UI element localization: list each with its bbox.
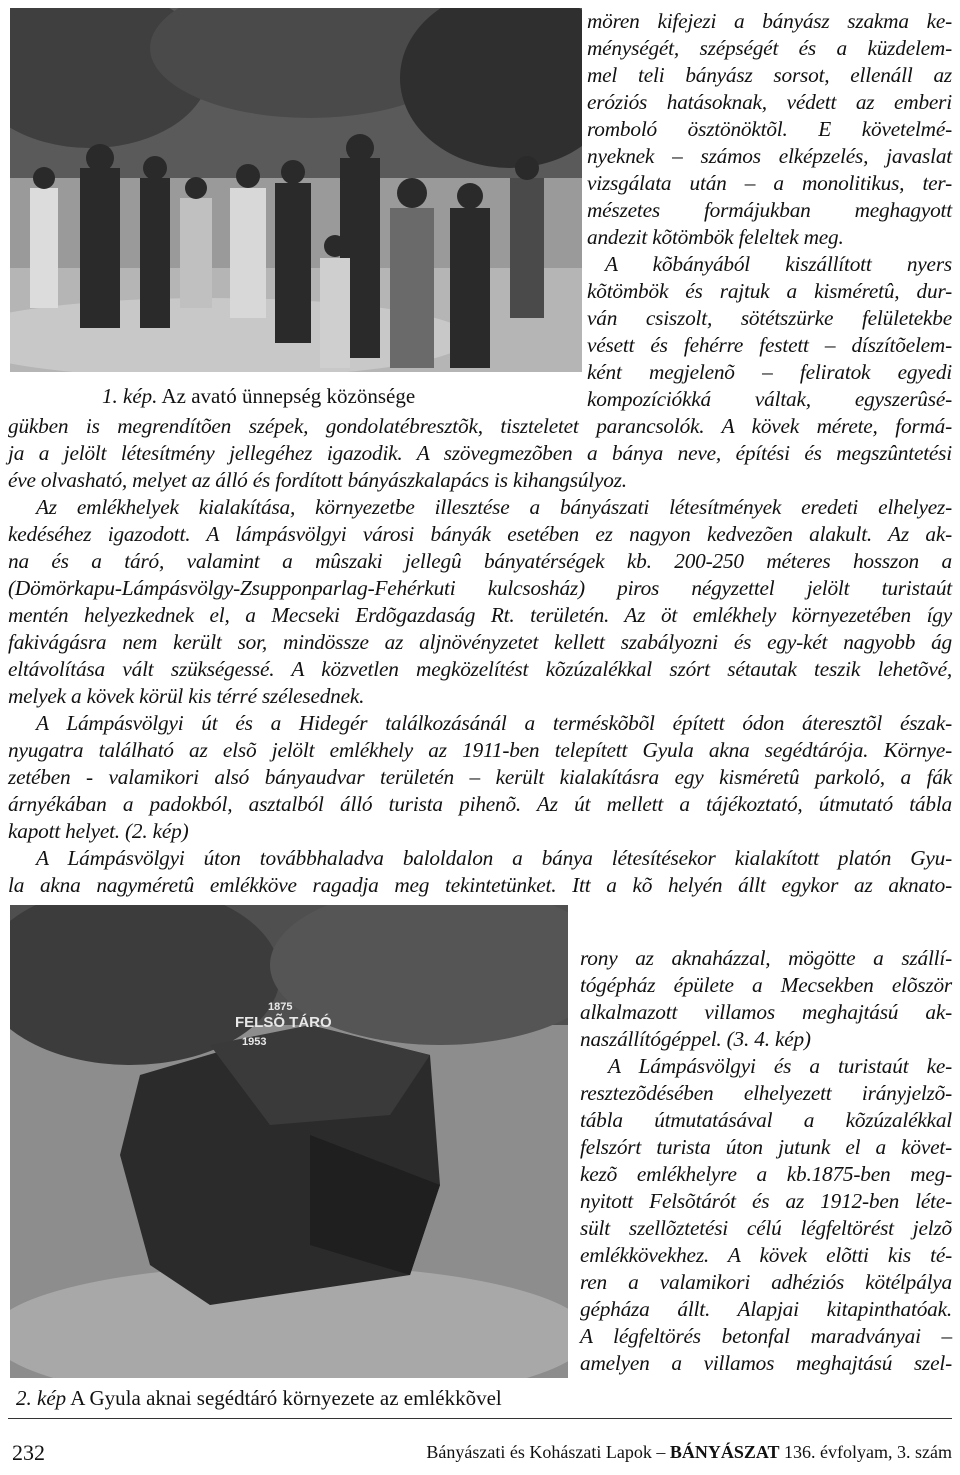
text-line: éve olvasható, melyet az álló és fordított bányászkalapács is kihangsúlyoz. — [8, 468, 627, 492]
text-line: kezõ emlékhelyre a kb.1875-ben meg- — [580, 1162, 952, 1186]
photo2-caption — [16, 1386, 502, 1411]
text-line: romboló ösztönöktõl. E követelmé- — [587, 117, 952, 141]
text-line: (Dömörkapu-Lámpásvölgy-Zsupponparlag-Fehérkuti kulcsosház) piros négyzettel jelölt turistaút — [8, 576, 952, 600]
text-line: ren a valamikori adhéziós kötélpálya — [580, 1270, 952, 1294]
text-line: ként megjelenõ – feliratok egyedi — [587, 360, 952, 384]
text-line: A Lámpásvölgyi úton továbbhaladva baloldalon a bánya létesítésekor kialakított platón Gyu- — [36, 846, 952, 870]
text-line: sült szellõztetési célú légfeltörést jelzõ — [580, 1216, 952, 1240]
text-line: vésett és fehérre festett – díszítõelem- — [587, 333, 952, 357]
stone-inscription: FELSÕ TÁRÓ — [235, 1014, 332, 1031]
text-line: A Lámpásvölgyi és a turistaút ke- — [608, 1054, 952, 1078]
text-line: felszórt turista úton jutunk el a követ- — [580, 1135, 952, 1159]
text-line: naszállítógéppel. (3. 4. kép) — [580, 1027, 811, 1051]
text-line: rony az aknaházzal, mögötte a szállí- — [580, 946, 952, 970]
text-line: zetében - valamikori alsó bányaudvar területén – került kialakításra egy kisméretû parkoló, a fák — [8, 765, 952, 789]
text-line: emlékkövekhez. A kövek elõtti kis té- — [580, 1243, 952, 1267]
text-line: A Lámpásvölgyi út és a Hidegér találkozásánál a terméskõbõl épített ódon áteresztõl észak- — [36, 711, 952, 735]
text-line: na és a táró, valamint a mûszaki jellegû bányatérségek kb. 200-250 méteres hosszon a — [8, 549, 952, 573]
page-number: 232 — [12, 1440, 45, 1465]
text-line: ván csiszolt, sötétszürke felületekbe — [587, 306, 952, 330]
text-line: gépháza állt. Alapjai kitapinthatóak. — [580, 1297, 952, 1321]
stone-year-bottom: 1953 — [242, 1036, 267, 1048]
text-line: mészetes formájukban meghagyott — [587, 198, 952, 222]
text-line: kedéséhez igazodott. A lámpásvölgyi városi bányák esetében ez nagyon kedvezõen alakult. Az ak- — [8, 522, 952, 546]
text-line: fakivágásra nem került sor, mindössze az aljnövényzetet kellett szabályozni és egy-két nagyobb ág — [8, 630, 952, 654]
text-line: mel teli bányász sorsot, ellenáll az — [587, 63, 952, 87]
text-line: Az emlékhelyek kialakítása, környezetbe illesztése a bányászati létesítmények eredeti elhelyez- — [36, 495, 952, 519]
text-line: ja a jelölt létesítmény jellegéhez igazodik. A szövegmezõben a bánya neve, építési és megszûntetési — [8, 441, 952, 465]
caption1-text: Az avató ünnepség közönsége — [157, 384, 416, 408]
text-line: la akna nagyméretû emlékköve ragadja meg tekintetünket. Itt a kõ helyén állt egykor az aknato- — [8, 873, 952, 897]
journal-bold: BÁNYÁSZAT — [669, 1442, 780, 1462]
text-line: árnyékában a padokból, asztalból álló turista pihenõ. Az út mellett a tájékoztató, útmutató tábla — [8, 792, 952, 816]
photo1-caption — [102, 384, 415, 409]
journal-issue: 136. évfolyam, 3. szám — [779, 1442, 952, 1462]
photo-memorial-stone — [10, 905, 568, 1378]
text-line: ménységét, szépségét és a küzdelem- — [587, 36, 952, 60]
photo-ceremony-drawing — [10, 8, 582, 372]
text-line: kompozíciókká váltak, egyszerûsé- — [587, 387, 952, 411]
text-line: alkalmazott villamos meghajtású ak- — [580, 1000, 952, 1024]
text-line: kõtömbök és rajtuk a kisméretû, dur- — [587, 279, 952, 303]
text-line: kapott helyet. (2. kép) — [8, 819, 189, 843]
text-line: andezit kõtömbök feleltek meg. — [587, 225, 844, 249]
text-line: A kõbányából kiszállított nyers — [605, 252, 952, 276]
text-line: nyeknek – számos elképzelés, javaslat — [587, 144, 952, 168]
journal-info — [426, 1442, 952, 1463]
stone-year-top: 1875 — [268, 1001, 293, 1013]
text-line: mentén helyezkednek el, a Mecseki Erdõgazdaság Rt. területén. Az öt emlékhely környezetében így — [8, 603, 952, 627]
text-line: amelyen a villamos meghajtású szel- — [580, 1351, 952, 1375]
text-line: tógépház épülete a Mecsekben elõször — [580, 973, 952, 997]
text-line: gükben is megrendítõen szépek, gondolatébresztõk, tiszteletet parancsolók. A kövek mérete, formá- — [8, 414, 952, 438]
text-line: resztezõdésében elhelyezett irányjelzõ- — [580, 1081, 952, 1105]
text-line: eróziós hatásoknak, védett az emberi — [587, 90, 952, 114]
text-line: tábla útmutatásával a kõzúzalékkal — [580, 1108, 952, 1132]
text-line: vizsgálata után – a monolitikus, ter- — [587, 171, 952, 195]
caption2-number: 2. kép — [16, 1386, 67, 1410]
text-line: mören kifejezi a bányász szakma ke- — [587, 9, 952, 33]
text-line: nyitott Felsõtárót és az 1912-ben léte- — [580, 1189, 952, 1213]
journal-name: Bányászati és Kohászati Lapok – — [426, 1442, 670, 1462]
footer-rule — [8, 1418, 952, 1419]
text-line: nyugatra található az elsõ jelölt emlékhely az 1911-ben telepített Gyula akna segédtárója. Környe- — [8, 738, 952, 762]
text-line: A légfeltörés betonfal maradványai – — [580, 1324, 952, 1348]
caption1-number: 1. kép. — [102, 384, 158, 408]
photo-stone-drawing — [10, 905, 568, 1378]
text-line: eltávolítása vált szükségessé. A közvetlen megközelítést kõzúzalékkal szórt sétautak teszik lehetõvé, — [8, 657, 952, 681]
text-line: melyek a kövek körül kis térré szélesednek. — [8, 684, 365, 708]
photo-ceremony-audience — [10, 8, 582, 372]
caption2-text: A Gyula aknai segédtáró környezete az emlékkõvel — [66, 1386, 502, 1410]
